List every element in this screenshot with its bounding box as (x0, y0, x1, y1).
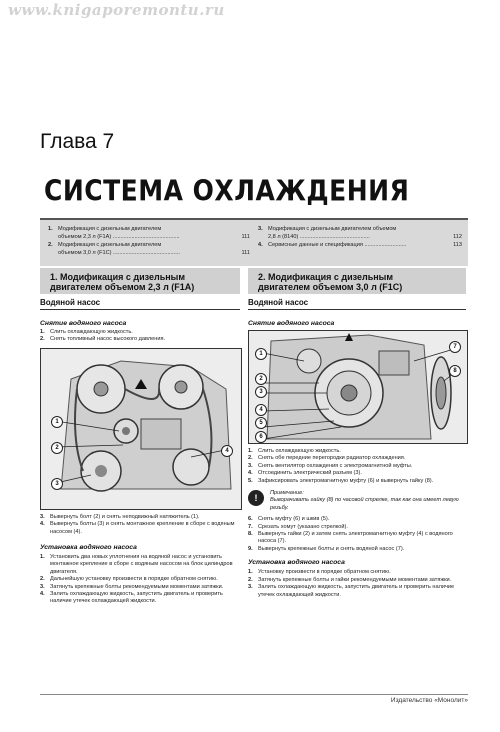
removal-steps (40, 329, 240, 344)
install-steps (248, 569, 466, 599)
toc-text: Модификация с дизельным двигателем объемом (268, 226, 397, 232)
page-title: СИСТЕМА ОХЛАЖДЕНИЯ (44, 174, 410, 208)
list-item: 7. Срезать хомут (указано стрелкой). (248, 523, 348, 530)
note-text: Выворачивать гайку (8) по часовой стрелке, так как она имеет левую резьбу. (270, 497, 459, 511)
list-item: 9. Вывернуть крепежные болты и снять водяной насос (7). (248, 545, 405, 552)
callout-7: 7 (449, 341, 461, 353)
callout-3: 3 (51, 478, 63, 490)
toc-page: 111 (241, 250, 250, 256)
list-item: 3. Вывернуть болт (2) и снять неподвижный натяжитель (1). (40, 513, 200, 520)
list-item: 1. Слить охлаждающую жидкость. (248, 448, 341, 454)
footer-rule (40, 694, 468, 695)
list-item: 1. Слить охлаждающую жидкость. (40, 329, 133, 335)
more-steps (248, 516, 466, 553)
engine-illustration (249, 331, 467, 443)
callout-2: 2 (51, 442, 63, 454)
list-item: 4. Залить охлаждающую жидкость, запустить двигатель и проверить наличие утечек охлаждающей жидкости. (40, 591, 223, 605)
toc-text: Сервисные данные и спецификация (268, 242, 363, 248)
toc-entry: 2. Модификация с дизельным двигателем объемом 3,0 л (F1C) ........................................... 111 (48, 242, 250, 256)
removal-heading: Снятие водяного насоса (248, 320, 335, 327)
list-item: 2. Снять обе передние перегородки радиатор охлаждения. (248, 455, 406, 462)
list-item: 3. Залить охлаждающую жидкость, запустить двигатель и проверить наличие утечек охлаждающей жидкости. (248, 584, 455, 598)
watermark: www.knigaporemontu.ru (8, 1, 225, 19)
engine-illustration (41, 349, 241, 509)
engine-figure-right (248, 330, 468, 444)
toc-num: 1. (48, 226, 53, 232)
toc-text: Модификация с дизельным двигателем (58, 226, 162, 232)
toc-left (48, 225, 250, 257)
section-title-line: двигателем объемом 2,3 л (F1A) (50, 282, 195, 292)
toc-text: 2,8 л (8140) (268, 234, 299, 240)
toc-page: 113 (453, 242, 462, 248)
note-box (248, 490, 466, 512)
subheading-water-pump: Водяной насос (40, 298, 240, 310)
after-figure-steps (40, 514, 240, 536)
callout-4: 4 (255, 404, 267, 416)
list-item: 4. Вывернуть болты (3) и снять монтажное крепление в сборе с водяным насосом (4). (40, 521, 235, 535)
removal-steps (248, 448, 466, 485)
section-title-line: 2. Модификация с дизельным (258, 272, 394, 282)
list-item: 2. Дальнейшую установку произвести в порядке обратном снятию. (40, 576, 218, 583)
left-column (40, 268, 240, 606)
toc-num: 2. (48, 242, 53, 248)
removal-heading: Снятие водяного насоса (40, 320, 127, 327)
toc-entry: 1. Модификация с дизельным двигателем объемом 2,3 л (F1A) ........................................... 111 (48, 226, 250, 240)
toc-page: 111 (241, 234, 250, 240)
install-steps (40, 554, 240, 606)
callout-1: 1 (255, 348, 267, 360)
list-item: 6. Снять муфту (6) и шкив (5). (248, 516, 330, 523)
subheading-water-pump: Водяной насос (248, 298, 466, 310)
list-item: 4. Отсоединить электрический разъем (3). (248, 470, 362, 477)
section-2-heading (248, 268, 466, 294)
toc-text: объемом 3,0 л (F1C) (58, 250, 112, 256)
list-item: 3. Снять вентилятор охлаждения с электромагнитной муфты. (248, 462, 413, 469)
toc-entry: 4. Сервисные данные и спецификация ........................... 113 (258, 242, 462, 248)
list-item: 1. Установить два новых уплотнения на водяной насос и установить монтажное крепление в сборе с водяным насосом на блок цилиндров двигателя. (40, 554, 233, 575)
list-item: 5. Зафиксировать электромагнитную муфту (6) и вывернуть гайку (8). (248, 477, 434, 484)
section-1-heading (40, 268, 240, 294)
toc-page: 112 (453, 234, 462, 240)
toc-text: объемом 2,3 л (F1A) (58, 234, 112, 240)
callout-1: 1 (51, 416, 63, 428)
note-icon: ! (248, 490, 264, 506)
note-label: Примечание: (270, 490, 304, 497)
toc-entry: 3. Модификация с дизельным двигателем объемом 2,8 л (8140) ............................................. 112 (258, 226, 462, 240)
list-item: 3. Затянуть крепежные болты рекомендуемыми моментами затяжки. (40, 583, 224, 590)
toc-text: Модификация с дизельным двигателем (58, 242, 162, 248)
list-item: 8. Вывернуть гайки (2) и затем снять электромагнитную муфту (4) с водяного насоса (7). (248, 531, 453, 545)
list-item: 2. Затянуть крепежные болты и гайки рекомендуемыми моментами затяжки. (248, 576, 452, 583)
chapter-label: Глава 7 (40, 130, 115, 153)
install-heading: Установка водяного насоса (248, 559, 345, 567)
callout-2: 2 (255, 373, 267, 385)
toc-num: 4. (258, 242, 263, 248)
list-item: 2. Снять топливный насос высокого давления. (40, 336, 166, 343)
list-item: 1. Установку произвести в порядке обратном снятию. (248, 569, 391, 576)
table-of-contents (40, 218, 468, 266)
section-title-line: 1. Модификация с дизельным (50, 272, 186, 282)
publisher-footer: Издательство «Монолит» (390, 697, 468, 704)
callout-6: 6 (255, 431, 267, 443)
section-title-line: двигателем объемом 3,0 л (F1C) (258, 282, 403, 292)
toc-num: 3. (258, 226, 263, 232)
right-column (248, 268, 466, 599)
callout-4: 4 (221, 445, 233, 457)
callout-5: 5 (255, 417, 267, 429)
callout-8: 8 (449, 365, 461, 377)
toc-right (258, 225, 462, 249)
callout-3: 3 (255, 386, 267, 398)
install-heading: Установка водяного насоса (40, 544, 137, 552)
engine-figure-left (40, 348, 242, 510)
